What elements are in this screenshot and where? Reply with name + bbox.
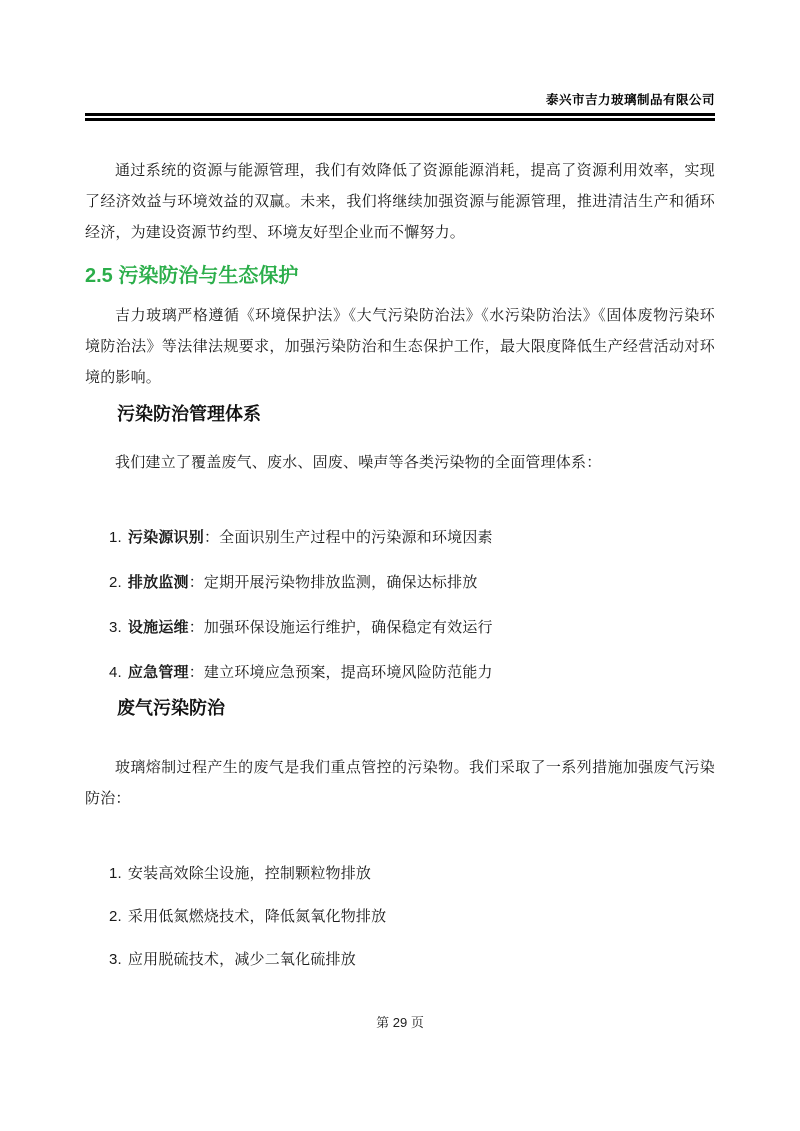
list-item-term: 排放监测 xyxy=(127,574,189,591)
header-divider-rule xyxy=(85,113,715,121)
list-item xyxy=(109,863,715,884)
list-item-desc: ：定期开展污染物排放监测，确保达标排放 xyxy=(188,574,478,591)
list-item-text: 应用脱硫技术，减少二氧化硫排放 xyxy=(127,951,356,968)
paragraph-laws-compliance: 吉力玻璃严格遵循《环境保护法》《大气污染防治法》《水污染防治法》《固体废物污染环境防治法》等法律法规要求，加强污染防治和生态保护工作，最大限度降低生产经营活动对环境的影响。 xyxy=(85,307,715,386)
waste-gas-list xyxy=(85,863,715,970)
list-item xyxy=(109,617,715,638)
list-item-term: 设施运维 xyxy=(127,619,189,636)
header-company-name: 泰兴市吉力玻璃制品有限公司 xyxy=(545,93,715,107)
list-item xyxy=(109,662,715,683)
list-item-number: 3. xyxy=(109,619,122,636)
list-item-text: 采用低氮燃烧技术，降低氮氧化物排放 xyxy=(127,908,387,925)
list-item-desc: ：建立环境应急预案，提高环境风险防范能力 xyxy=(188,664,493,681)
page-header xyxy=(85,93,715,121)
list-item xyxy=(109,949,715,970)
list-item-term: 污染源识别 xyxy=(127,529,204,546)
list-item-number: 1. xyxy=(109,865,122,882)
list-item-desc: ：加强环保设施运行维护，确保稳定有效运行 xyxy=(188,619,493,636)
subheading-pollution-management-system: 污染防治管理体系 xyxy=(117,404,261,424)
list-item-term: 应急管理 xyxy=(127,664,189,681)
list-item-number: 2. xyxy=(109,908,122,925)
list-item-text: 安装高效除尘设施，控制颗粒物排放 xyxy=(127,865,372,882)
paragraph-waste-gas-intro: 玻璃熔制过程产生的废气是我们重点管控的污染物。我们采取了一系列措施加强废气污染防治： xyxy=(85,759,715,807)
list-item-number: 3. xyxy=(109,951,122,968)
page-number: 第 29 页 xyxy=(376,1015,424,1030)
paragraph-management-system-intro: 我们建立了覆盖废气、废水、固废、噪声等各类污染物的全面管理体系： xyxy=(115,454,602,471)
list-item xyxy=(109,527,715,548)
section-heading-2-5: 2.5 污染防治与生态保护 xyxy=(85,265,299,287)
list-item-number: 2. xyxy=(109,574,122,591)
list-item-number: 1. xyxy=(109,529,122,546)
subheading-waste-gas-prevention: 废气污染防治 xyxy=(117,698,225,718)
list-item xyxy=(109,906,715,927)
paragraph-resources-summary: 通过系统的资源与能源管理，我们有效降低了资源能源消耗，提高了资源利用效率，实现了经济效益与环境效益的双赢。未来，我们将继续加强资源与能源管理，推进清洁生产和循环经济，为建设资源节约型、环境友好型企业而不懈努力。 xyxy=(85,162,715,241)
list-item-number: 4. xyxy=(109,664,122,681)
management-list xyxy=(85,527,715,683)
list-item xyxy=(109,572,715,593)
list-item-desc: ：全面识别生产过程中的污染源和环境因素 xyxy=(203,529,493,546)
